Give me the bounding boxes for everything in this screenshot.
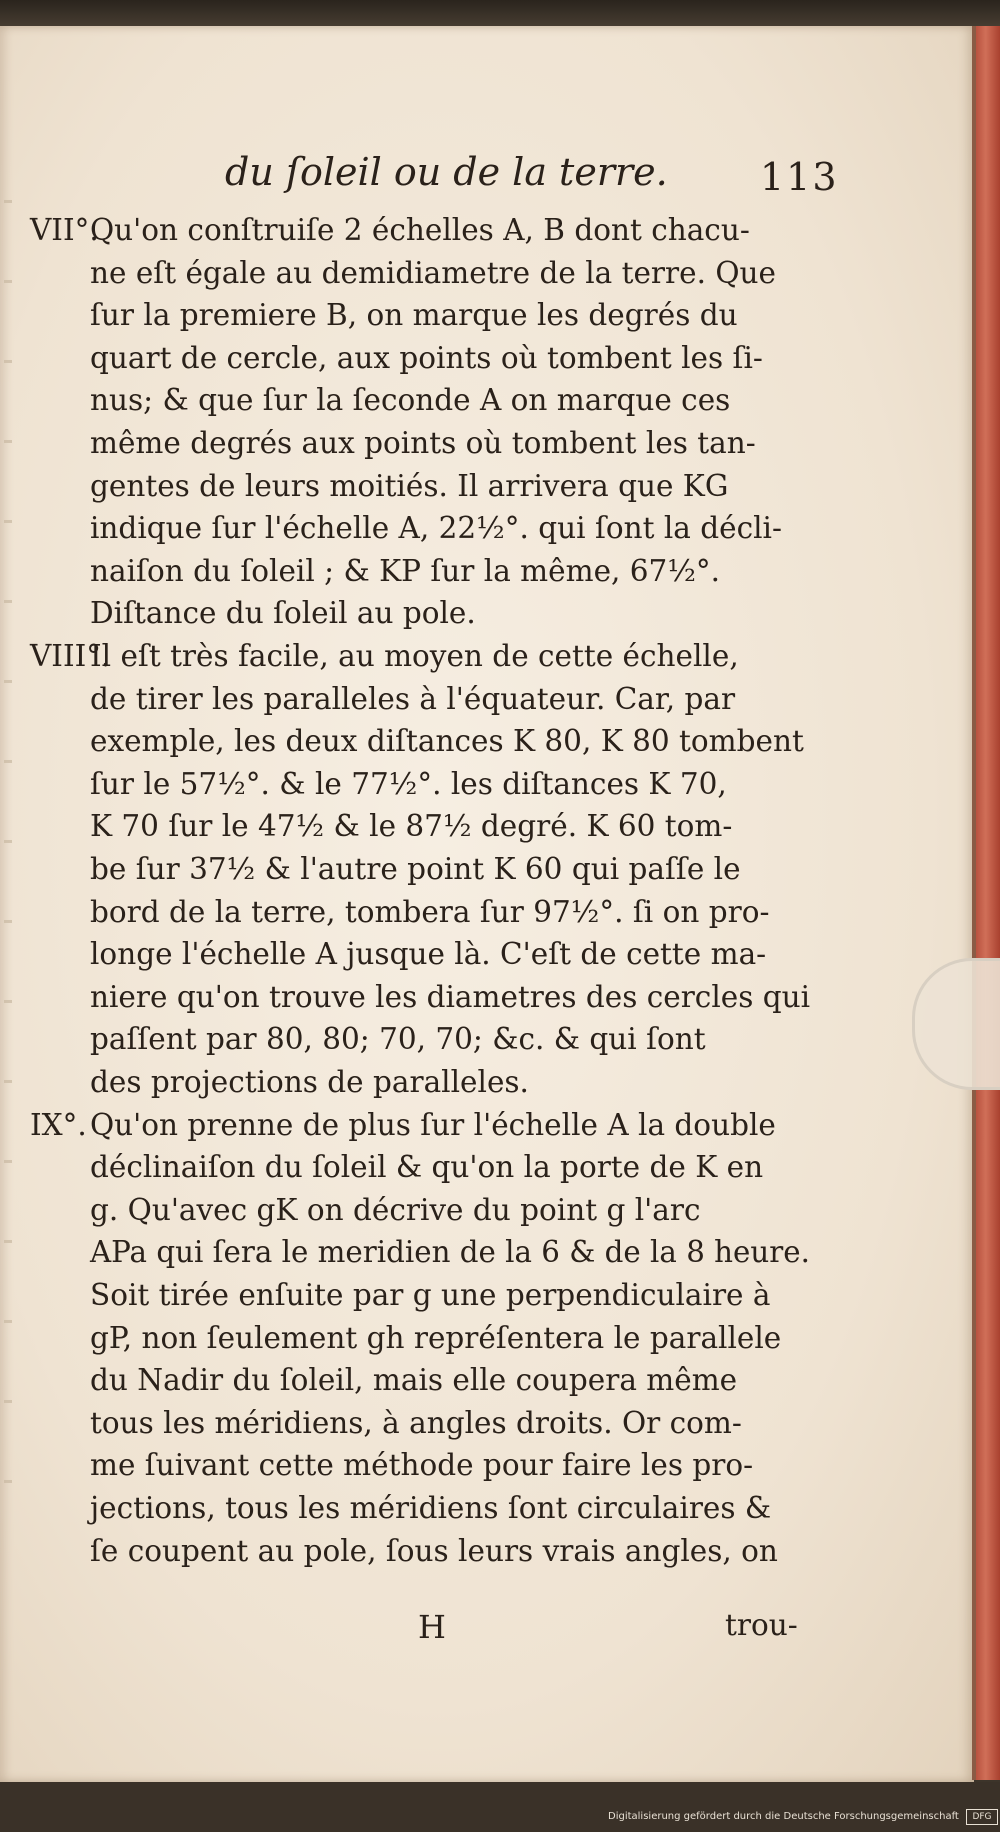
- text-line: indique ſur l'échelle A, 22½°. qui ſont la décli-: [90, 511, 782, 546]
- text-line: ſe coupent au pole, ſous leurs vrais angles, on: [90, 1533, 778, 1568]
- text-line: Diſtance du ſoleil au pole.: [90, 596, 476, 631]
- text-line: tous les méridiens, à angles droits. Or com-: [90, 1405, 742, 1440]
- text-line: naiſon du ſoleil ; & KP ſur la même, 67½°.: [90, 553, 721, 588]
- text-line: Soit tirée enſuite par g une perpendiculaire à: [90, 1278, 771, 1312]
- digitization-credit: Digitalisierung gefördert durch die Deutsche Forschungsgemeinschaft: [608, 1811, 959, 1822]
- text-line: nus; & que ſur la ſeconde A on marque ces: [90, 383, 731, 418]
- text-line: jections, tous les méridiens ſont circulaires &: [90, 1491, 772, 1525]
- text-line: des projections de paralleles.: [90, 1065, 529, 1099]
- text-line: quart de cercle, aux points où tombent les ſi-: [90, 340, 763, 375]
- page-number: 113: [760, 155, 839, 199]
- text-line: niere qu'on trouve les diametres des cercles qui: [90, 979, 811, 1014]
- text-line: gentes de leurs moitiés. Il arrivera que KG: [90, 468, 729, 503]
- red-page-edge: [976, 26, 1000, 1780]
- text-line: longe l'échelle A jusque là. C'eſt de cette ma-: [90, 937, 767, 972]
- text-line: ſur le 57½°. & le 77½°. les diſtances K 70,: [90, 766, 727, 801]
- running-head: du ſoleil ou de la terre.: [225, 150, 668, 194]
- text-line: même degrés aux points où tombent les tan-: [90, 426, 756, 460]
- text-line: ſur la premiere B, on marque les degrés du: [90, 298, 738, 333]
- binding-marks: [4, 200, 12, 1560]
- text-line: déclinaiſon du ſoleil & qu'on la porte de K en: [90, 1150, 764, 1185]
- text-line: Qu'on prenne de plus ſur l'échelle A la double: [90, 1107, 776, 1142]
- paragraph-number: VII°.: [30, 213, 99, 247]
- scan-background-bottom: [0, 1782, 1000, 1832]
- text-line: du Nadir du ſoleil, mais elle coupera même: [90, 1363, 738, 1398]
- text-line: be ſur 37½ & l'autre point K 60 qui paſſe le: [90, 852, 741, 886]
- text-line: bord de la terre, tombera ſur 97½°. ſi on pro-: [90, 894, 770, 929]
- text-line: de tirer les paralleles à l'équateur. Car, par: [90, 681, 736, 716]
- text-line: gP, non ſeulement gh repréſentera le parallele: [90, 1320, 782, 1355]
- catchword: trou-: [725, 1608, 798, 1642]
- text-line: g. Qu'avec gK on décrive du point g l'arc: [90, 1192, 701, 1227]
- dfg-logo: DFG: [966, 1809, 998, 1825]
- text-line: Il eſt très facile, au moyen de cette échelle,: [90, 639, 739, 673]
- text-line: APa qui ſera le meridien de la 6 & de la 8 heure.: [90, 1235, 810, 1270]
- paragraph-number: VIII°.: [30, 639, 111, 673]
- text-line: paſſent par 80, 80; 70, 70; &c. & qui ſont: [90, 1022, 706, 1057]
- paragraph-number: IX°.: [30, 1107, 87, 1142]
- text-line: me ſuivant cette méthode pour faire les pro-: [90, 1448, 754, 1483]
- text-line: exemple, les deux diſtances K 80, K 80 tombent: [90, 724, 804, 759]
- text-line: ne eſt égale au demidiametre de la terre. Que: [90, 255, 776, 290]
- text-line: Qu'on conſtruiſe 2 échelles A, B dont chacu-: [90, 213, 750, 247]
- text-line: K 70 ſur le 47½ & le 87½ degré. K 60 tom-: [90, 809, 733, 844]
- signature-mark: H: [418, 1608, 446, 1646]
